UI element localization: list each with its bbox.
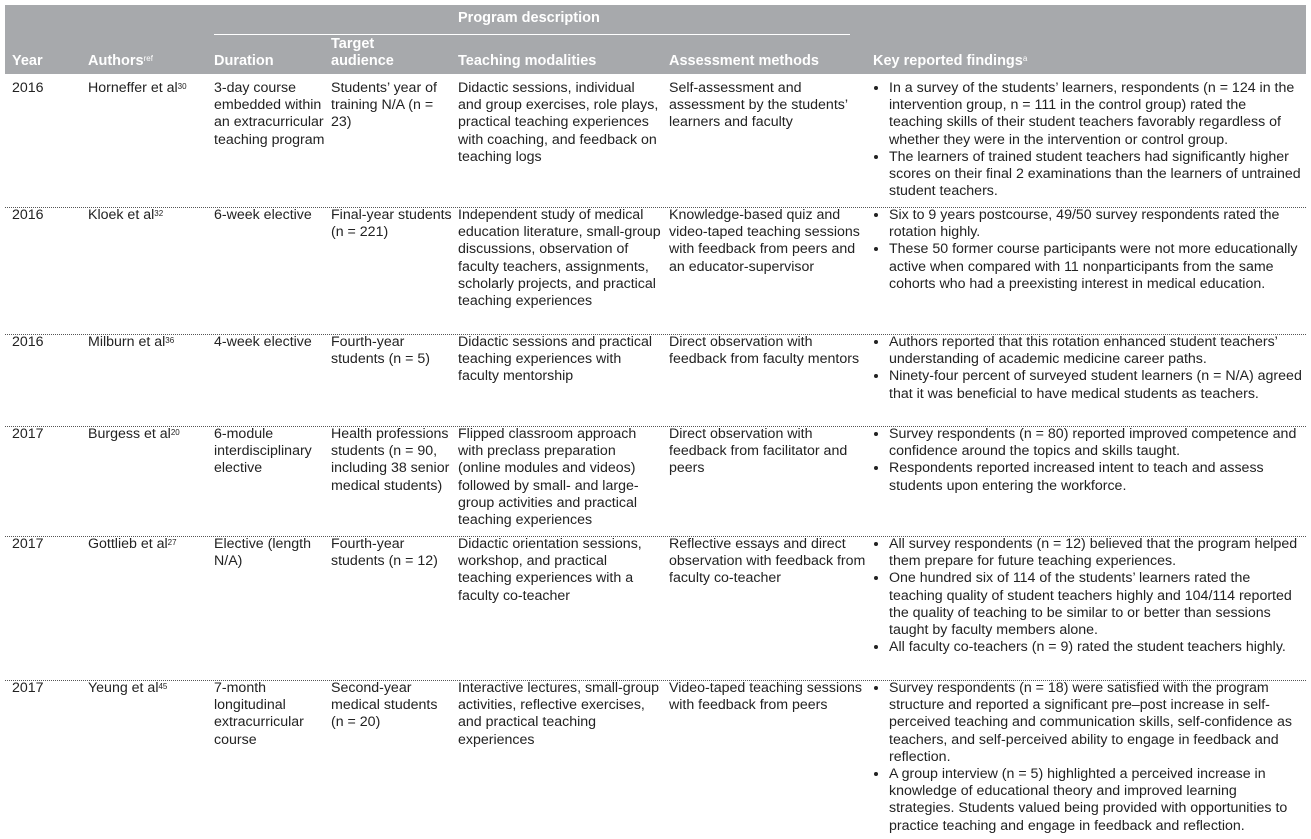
reference-number: 45 (158, 682, 168, 691)
audience-cell: Students’ year of training N/A (n = 23) (331, 80, 437, 131)
findings-list (873, 334, 1303, 403)
author-cell (88, 426, 206, 443)
assessment-cell: Direct observation with feedback from facilitator and peers (669, 426, 848, 477)
finding-item: • The learners of trained student teachers had significantly higher scores on their final 2 examinations than the learners of untrained student teachers. (889, 149, 1303, 201)
author-cell (88, 207, 206, 224)
year-cell: 2017 (12, 536, 44, 552)
reference-number: 20 (170, 428, 180, 437)
audience-cell: Second-year medical students (n = 20) (331, 680, 438, 731)
finding-item: • All survey respondents (n = 12) believed that the program helped them prepare for future teaching experiences. (889, 536, 1303, 570)
table-row (5, 680, 1306, 839)
assessment-cell: Reflective essays and direct observation with feedback from faculty co-teacher (669, 536, 866, 587)
author-cell (88, 536, 206, 553)
modalities-cell: Interactive lectures, small-group activities, reflective exercises, and practical teaching experiences (458, 680, 660, 748)
finding-item: • A group interview (n = 5) highlighted a perceived increase in knowledge of educational theory and improved learning strategies. Students valued being provided with opportunities to practice teaching and engage in feedback and reflection. (889, 766, 1303, 835)
header-target: Target (331, 36, 375, 52)
duration-cell: 7-month longitudinal extracurricular course (214, 680, 304, 748)
header-authors: Authors$^{ref}$ (88, 53, 153, 69)
assessment-cell: Direct observation with feedback from faculty mentors (669, 334, 860, 368)
header-assessment: Assessment methods (669, 53, 819, 69)
year-cell: 2016 (12, 80, 44, 96)
author-name: Gottlieb et al (88, 536, 168, 552)
finding-item: • Survey respondents (n = 18) were satisfied with the program structure and reported a significant pre–post increase in self-perceived teaching and communication skills, self-confidence as teachers, and self-perceived ability to engage in feedback and reflection. (889, 680, 1303, 766)
table-row (5, 207, 1306, 335)
header-audience: audience (331, 53, 394, 69)
modalities-cell: Flipped classroom approach with preclass preparation (online modules and videos) followed by small- and large-group activities and practical teaching experiences (458, 426, 639, 529)
finding-item: • These 50 former course participants were not more educationally active when compared with 11 nonparticipants from the same cohorts who had a preexisting interest in medical education. (889, 241, 1303, 293)
assessment-cell: Knowledge-based quiz and video-taped teaching sessions with feedback from peers and an educator-supervisor (669, 207, 860, 275)
audience-cell: Final-year students (n = 221) (331, 207, 452, 241)
assessment-cell: Video-taped teaching sessions with feedback from peers (669, 680, 862, 714)
table-row (5, 80, 1306, 208)
findings-cell (873, 426, 1303, 495)
findings-cell (873, 334, 1303, 403)
reference-number: 30 (177, 82, 187, 91)
author-name: Yeung et al (88, 680, 159, 696)
reference-number: 36 (165, 336, 175, 345)
assessment-cell: Self-assessment and assessment by the students’ learners and faculty (669, 80, 848, 131)
finding-item: • Survey respondents (n = 80) reported improved competence and confidence around the topics and skills taught. (889, 426, 1303, 460)
author-name: Milburn et al (88, 334, 166, 350)
program-description-label: Program description (458, 10, 600, 26)
audience-cell: Health professions students (n = 90, including 38 senior medical students) (331, 426, 450, 494)
year-cell: 2016 (12, 334, 44, 350)
author-cell (88, 334, 206, 351)
duration-cell: 6-module interdisciplinary elective (214, 426, 312, 477)
findings-cell (873, 536, 1303, 656)
finding-item: • Authors reported that this rotation enhanced student teachers’ understanding of academic medicine career paths. (889, 334, 1303, 368)
header-duration: Duration (214, 53, 274, 69)
findings-cell (873, 680, 1303, 835)
finding-item: • Six to 9 years postcourse, 49/50 survey respondents rated the rotation highly. (889, 207, 1303, 241)
duration-cell: 4-week elective (214, 334, 312, 350)
duration-cell: 6-week elective (214, 207, 312, 223)
findings-list (873, 536, 1303, 656)
table-row (5, 536, 1306, 681)
year-cell: 2017 (12, 680, 44, 696)
findings-list (873, 207, 1303, 293)
findings-cell (873, 207, 1303, 293)
finding-item: • Ninety-four percent of surveyed student learners (n = N/A) agreed that it was beneficial to have medical students as teachers. (889, 368, 1303, 402)
table-header (5, 5, 1306, 74)
year-cell: 2017 (12, 426, 44, 442)
findings-list (873, 80, 1303, 200)
header-findings: Key reported findings$^a$ (873, 53, 1028, 69)
reference-number: 27 (167, 538, 177, 547)
finding-item: • All faculty co-teachers (n = 9) rated the student teachers highly. (889, 639, 1303, 656)
author-name: Horneffer et al (88, 80, 178, 96)
year-cell: 2016 (12, 207, 44, 223)
modalities-cell: Independent study of medical education literature, small-group discussions, observation of faculty teachers, assignments, scholarly projects, and practical teaching experiences (458, 207, 661, 310)
modalities-cell: Didactic sessions and practical teaching experiences with faculty mentorship (458, 334, 652, 385)
header-modalities: Teaching modalities (458, 53, 597, 69)
audience-cell: Fourth-year students (n = 5) (331, 334, 430, 368)
audience-cell: Fourth-year students (n = 12) (331, 536, 438, 570)
findings-list (873, 426, 1303, 495)
finding-item: • One hundred six of 114 of the students’ learners rated the teaching quality of student teachers highly and 104/114 reported the quality of teaching to be similar to or better than sessions taught by faculty members alone. (889, 570, 1303, 639)
modalities-cell: Didactic sessions, individual and group exercises, role plays, practical teaching experiences with coaching, and feedback on teaching logs (458, 80, 659, 165)
author-cell (88, 680, 206, 697)
reference-number: 32 (154, 209, 164, 218)
header-divider (214, 34, 850, 35)
finding-item: • In a survey of the students’ learners, respondents (n = 124 in the intervention group, n = 111 in the control group) rated the teaching skills of their student teachers favorably regardless of whether they were in the intervention or control group. (889, 80, 1303, 149)
table-row (5, 426, 1306, 537)
findings-cell (873, 80, 1303, 200)
duration-cell: Elective (length N/A) (214, 536, 311, 570)
table-row (5, 334, 1306, 427)
finding-item: • Respondents reported increased intent to teach and assess students upon entering the workforce. (889, 460, 1303, 494)
duration-cell: 3-day course embedded within an extracurricular teaching program (214, 80, 325, 148)
author-cell (88, 80, 206, 97)
author-name: Burgess et al (88, 426, 171, 442)
findings-list (873, 680, 1303, 835)
author-name: Kloek et al (88, 207, 155, 223)
modalities-cell: Didactic orientation sessions, workshop, and practical teaching experiences with a faculty co-teacher (458, 536, 642, 604)
header-year: Year (12, 53, 43, 69)
